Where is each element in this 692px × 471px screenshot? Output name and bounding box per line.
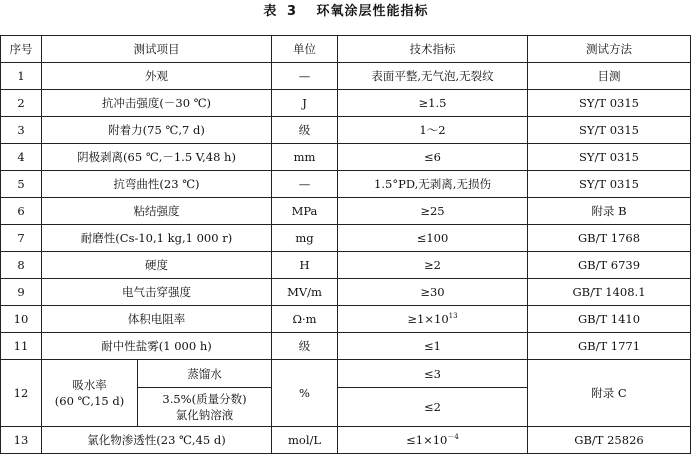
cell-item: 耐磨性(Cs-10,1 kg,1 000 r) bbox=[42, 225, 272, 252]
cell-unit: % bbox=[272, 360, 338, 427]
cell-no: 4 bbox=[1, 144, 42, 171]
spec-base: ≥1×10 bbox=[407, 312, 449, 326]
cell-item: 粘结强度 bbox=[42, 198, 272, 225]
cell-no: 13 bbox=[1, 427, 42, 454]
header-row bbox=[1, 36, 691, 63]
cell-method: GB/T 1771 bbox=[528, 333, 691, 360]
header-method: 测试方法 bbox=[528, 36, 691, 63]
cell-unit: H bbox=[272, 252, 338, 279]
cell-unit: — bbox=[272, 63, 338, 90]
caption-title: 环氧涂层性能指标 bbox=[316, 4, 429, 19]
cell-item: 硬度 bbox=[42, 252, 272, 279]
cell-method: GB/T 1408.1 bbox=[528, 279, 691, 306]
cell-spec: ≥30 bbox=[338, 279, 528, 306]
cell-unit: Ω·m bbox=[272, 306, 338, 333]
table-row bbox=[1, 333, 691, 360]
cell-method: SY/T 0315 bbox=[528, 171, 691, 198]
cell-no: 2 bbox=[1, 90, 42, 117]
cell-item: 氯化物渗透性(23 ℃,45 d) bbox=[42, 427, 272, 454]
cell-no: 9 bbox=[1, 279, 42, 306]
table-row bbox=[1, 144, 691, 171]
cell-unit: J bbox=[272, 90, 338, 117]
cell-method: GB/T 25826 bbox=[528, 427, 691, 454]
item-line: (60 ℃,15 d) bbox=[54, 394, 125, 408]
table-row bbox=[1, 427, 691, 454]
cell-spec: ≥2 bbox=[338, 252, 528, 279]
cell-spec: 1.5°PD,无剥离,无损伤 bbox=[338, 171, 528, 198]
cell-method: GB/T 1410 bbox=[528, 306, 691, 333]
table-row bbox=[1, 90, 691, 117]
cell-no: 10 bbox=[1, 306, 42, 333]
performance-table bbox=[0, 35, 691, 454]
cell-item-water-absorption bbox=[42, 360, 138, 427]
cell-spec: ≥25 bbox=[338, 198, 528, 225]
table-row bbox=[1, 198, 691, 225]
cell-no: 1 bbox=[1, 63, 42, 90]
cell-no: 5 bbox=[1, 171, 42, 198]
cell-no: 12 bbox=[1, 360, 42, 427]
caption-label: 表 bbox=[263, 4, 278, 19]
cell-method: SY/T 0315 bbox=[528, 90, 691, 117]
cell-unit: mm bbox=[272, 144, 338, 171]
cell-item: 附着力(75 ℃,7 d) bbox=[42, 117, 272, 144]
cell-subitem-nacl-solution bbox=[138, 388, 272, 427]
cell-unit: MPa bbox=[272, 198, 338, 225]
cell-method: SY/T 0315 bbox=[528, 117, 691, 144]
cell-item: 阴极剥离(65 ℃,－1.5 V,48 h) bbox=[42, 144, 272, 171]
cell-unit: mg bbox=[272, 225, 338, 252]
cell-method: 附录 C bbox=[528, 360, 691, 427]
cell-spec: ≥1.5 bbox=[338, 90, 528, 117]
cell-spec bbox=[338, 427, 528, 454]
cell-no: 6 bbox=[1, 198, 42, 225]
cell-unit: MV/m bbox=[272, 279, 338, 306]
table-row bbox=[1, 279, 691, 306]
spec-base: ≤1×10 bbox=[406, 433, 448, 447]
table-row bbox=[1, 171, 691, 198]
cell-method: 目测 bbox=[528, 63, 691, 90]
cell-item: 抗冲击强度(－30 ℃) bbox=[42, 90, 272, 117]
subitem-line: 3.5%(质量分数) bbox=[162, 392, 247, 406]
table-row bbox=[1, 117, 691, 144]
cell-spec bbox=[338, 306, 528, 333]
cell-spec: ≤1 bbox=[338, 333, 528, 360]
header-unit: 单位 bbox=[272, 36, 338, 63]
cell-spec: 表面平整,无气泡,无裂纹 bbox=[338, 63, 528, 90]
spec-exponent: 13 bbox=[448, 312, 458, 320]
cell-spec: 1～2 bbox=[338, 117, 528, 144]
table-caption bbox=[0, 5, 692, 19]
table-row bbox=[1, 306, 691, 333]
cell-no: 8 bbox=[1, 252, 42, 279]
subitem-line: 氯化钠溶液 bbox=[175, 408, 234, 422]
spec-exponent: －4 bbox=[447, 433, 459, 441]
cell-item: 抗弯曲性(23 ℃) bbox=[42, 171, 272, 198]
cell-item: 耐中性盐雾(1 000 h) bbox=[42, 333, 272, 360]
cell-method: SY/T 0315 bbox=[528, 144, 691, 171]
cell-no: 7 bbox=[1, 225, 42, 252]
cell-no: 11 bbox=[1, 333, 42, 360]
cell-unit: 级 bbox=[272, 333, 338, 360]
table-row bbox=[1, 225, 691, 252]
cell-method: GB/T 1768 bbox=[528, 225, 691, 252]
cell-unit: mol/L bbox=[272, 427, 338, 454]
cell-item: 体积电阻率 bbox=[42, 306, 272, 333]
header-item: 测试项目 bbox=[42, 36, 272, 63]
cell-spec: ≤100 bbox=[338, 225, 528, 252]
table-row bbox=[1, 252, 691, 279]
cell-method: 附录 B bbox=[528, 198, 691, 225]
cell-item: 外观 bbox=[42, 63, 272, 90]
cell-unit: — bbox=[272, 171, 338, 198]
cell-subitem-distilled-water: 蒸馏水 bbox=[138, 360, 272, 388]
header-no: 序号 bbox=[1, 36, 42, 63]
cell-method: GB/T 6739 bbox=[528, 252, 691, 279]
cell-spec: ≤2 bbox=[338, 388, 528, 427]
table-row-12a bbox=[1, 360, 691, 388]
caption-number: 3 bbox=[286, 4, 298, 19]
cell-spec: ≤6 bbox=[338, 144, 528, 171]
cell-no: 3 bbox=[1, 117, 42, 144]
item-line: 吸水率 bbox=[72, 378, 107, 392]
cell-spec: ≤3 bbox=[338, 360, 528, 388]
table-row bbox=[1, 63, 691, 90]
cell-item: 电气击穿强度 bbox=[42, 279, 272, 306]
cell-unit: 级 bbox=[272, 117, 338, 144]
header-spec: 技术指标 bbox=[338, 36, 528, 63]
